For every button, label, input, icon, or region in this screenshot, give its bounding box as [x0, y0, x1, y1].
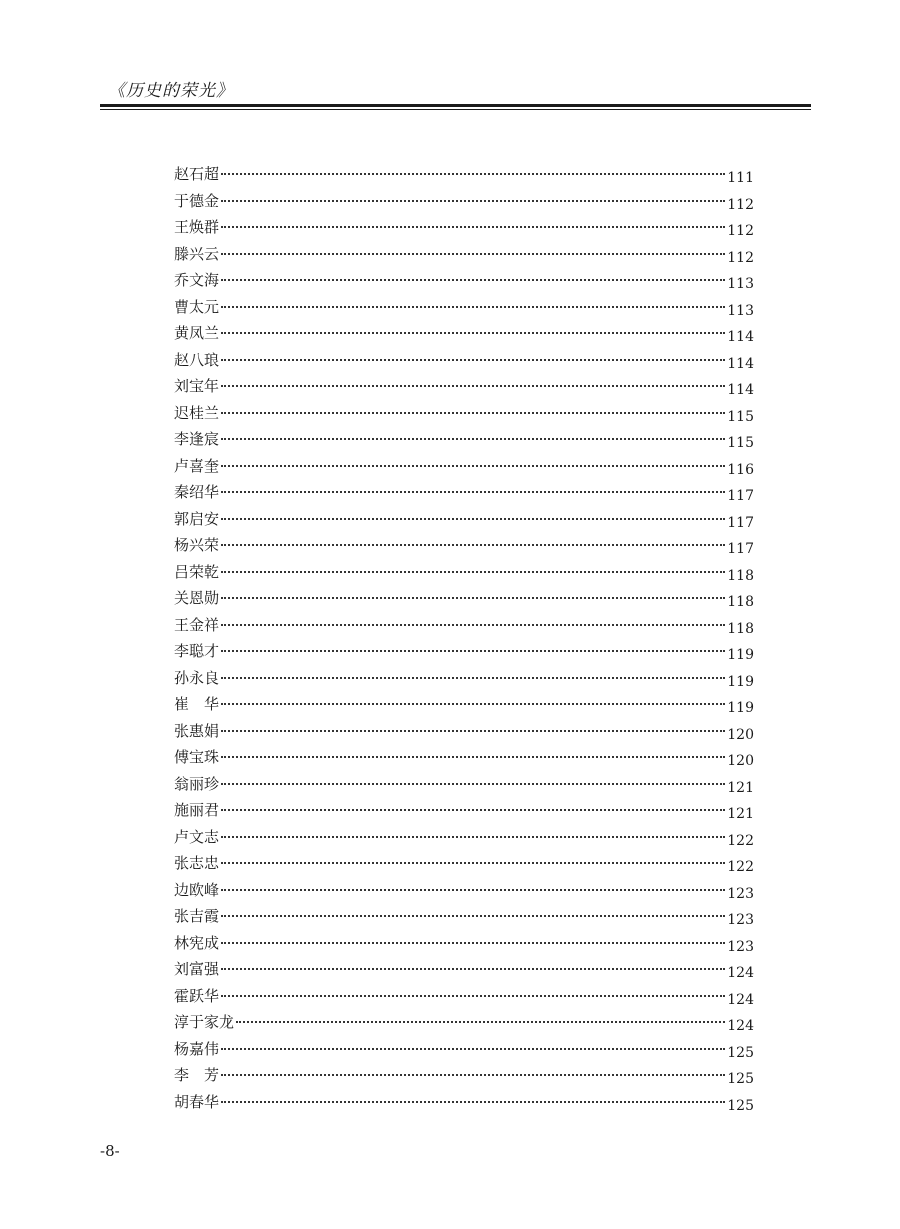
dot-leader — [221, 995, 725, 997]
entry-name: 卢喜奎 — [174, 456, 220, 475]
toc-entry — [174, 243, 754, 270]
dot-leader — [221, 915, 725, 917]
entry-page-number: 119 — [727, 700, 754, 716]
entry-page-number: 112 — [727, 196, 754, 213]
dot-leader — [221, 491, 725, 493]
dot-leader — [221, 968, 725, 970]
dot-leader — [221, 253, 725, 255]
toc-entry — [174, 879, 754, 906]
dot-leader — [221, 173, 725, 175]
toc-entry — [174, 587, 754, 614]
toc-entry — [174, 322, 754, 349]
toc-entry — [174, 985, 754, 1012]
page-number: -8- — [100, 1142, 120, 1160]
entry-page-number: 115 — [727, 408, 754, 425]
entry-page-number: 121 — [727, 779, 754, 796]
dot-leader — [221, 1101, 725, 1103]
entry-name: 张吉霞 — [174, 907, 220, 925]
entry-page-number: 125 — [727, 1071, 754, 1087]
header-title: 《历史的荣光》 — [108, 81, 234, 101]
toc-entry — [174, 1091, 754, 1118]
entry-page-number: 112 — [727, 223, 754, 239]
dot-leader — [221, 730, 725, 732]
toc-entry — [174, 932, 754, 959]
toc-entry — [174, 640, 754, 667]
entry-page-number: 114 — [727, 382, 754, 398]
entry-name: 淳于家龙 — [174, 1013, 235, 1031]
entry-name: 胡春华 — [174, 1092, 220, 1111]
entry-page-number: 120 — [727, 726, 754, 743]
dot-leader — [221, 703, 725, 705]
entry-page-number: 117 — [727, 488, 754, 504]
entry-name: 关恩勋 — [174, 589, 220, 607]
entry-page-number: 120 — [727, 753, 754, 769]
dot-leader — [221, 200, 725, 202]
entry-name: 王焕群 — [174, 218, 220, 236]
table-of-contents — [174, 163, 754, 1117]
entry-name: 李逢宸 — [174, 430, 220, 448]
entry-page-number: 122 — [727, 832, 754, 849]
entry-page-number: 124 — [727, 1018, 754, 1034]
toc-entry — [174, 667, 754, 694]
entry-page-number: 119 — [727, 673, 754, 690]
toc-entry — [174, 905, 754, 932]
dot-leader — [221, 226, 725, 228]
toc-entry — [174, 1011, 754, 1038]
entry-page-number: 111 — [727, 170, 754, 186]
toc-entry — [174, 216, 754, 243]
dot-leader — [221, 465, 725, 467]
entry-page-number: 121 — [727, 806, 754, 822]
entry-page-number: 117 — [727, 514, 754, 531]
entry-name: 卢文志 — [174, 827, 220, 846]
toc-entry — [174, 1064, 754, 1091]
toc-entry — [174, 773, 754, 800]
toc-entry — [174, 296, 754, 323]
header-rule-thick — [100, 104, 811, 107]
entry-name: 霍跃华 — [174, 986, 220, 1005]
dot-leader — [221, 332, 725, 334]
entry-name: 乔文海 — [174, 271, 220, 289]
entry-name: 刘富强 — [174, 960, 220, 978]
entry-page-number: 116 — [727, 461, 754, 478]
dot-leader — [221, 385, 725, 387]
entry-page-number: 124 — [727, 965, 754, 981]
dot-leader — [221, 783, 725, 785]
toc-entry — [174, 163, 754, 190]
entry-page-number: 123 — [727, 912, 754, 928]
entry-name: 崔 华 — [174, 695, 220, 713]
toc-entry — [174, 190, 754, 217]
toc-entry — [174, 799, 754, 826]
entry-page-number: 114 — [727, 329, 754, 345]
dot-leader — [221, 809, 725, 811]
entry-page-number: 119 — [727, 647, 754, 663]
entry-name: 李聪才 — [174, 642, 220, 660]
toc-entry — [174, 428, 754, 455]
dot-leader — [221, 889, 725, 891]
entry-name: 王金祥 — [174, 615, 220, 634]
dot-leader — [221, 862, 725, 864]
toc-entry — [174, 508, 754, 535]
entry-name: 李 芳 — [174, 1066, 220, 1084]
dot-leader — [221, 624, 725, 626]
toc-entry — [174, 693, 754, 720]
entry-name: 赵八琅 — [174, 350, 220, 369]
header-rule-thin — [100, 109, 811, 110]
entry-name: 秦绍华 — [174, 483, 220, 501]
dot-leader — [221, 544, 725, 546]
toc-entry — [174, 402, 754, 429]
toc-entry — [174, 455, 754, 482]
entry-page-number: 124 — [727, 991, 754, 1008]
entry-name: 边欧峰 — [174, 880, 220, 899]
toc-entry — [174, 614, 754, 641]
toc-entry — [174, 375, 754, 402]
entry-page-number: 118 — [727, 620, 754, 637]
dot-leader — [221, 597, 725, 599]
entry-page-number: 113 — [727, 276, 754, 292]
toc-entry — [174, 269, 754, 296]
toc-entry — [174, 720, 754, 747]
entry-page-number: 123 — [727, 938, 754, 955]
toc-entry — [174, 481, 754, 508]
dot-leader — [221, 306, 725, 308]
entry-page-number: 125 — [727, 1097, 754, 1114]
dot-leader — [221, 836, 725, 838]
dot-leader — [221, 518, 725, 520]
dot-leader — [221, 756, 725, 758]
entry-name: 翁丽珍 — [174, 774, 220, 793]
entry-page-number: 125 — [727, 1044, 754, 1061]
entry-page-number: 115 — [727, 435, 754, 451]
dot-leader — [221, 359, 725, 361]
entry-page-number: 118 — [727, 567, 754, 584]
entry-page-number: 118 — [727, 594, 754, 610]
entry-name: 于德金 — [174, 191, 220, 210]
entry-page-number: 122 — [727, 859, 754, 875]
dot-leader — [221, 412, 725, 414]
entry-name: 曹太元 — [174, 297, 220, 316]
entry-name: 郭启安 — [174, 509, 220, 528]
entry-name: 张志忠 — [174, 854, 220, 872]
dot-leader — [221, 438, 725, 440]
entry-name: 赵石超 — [174, 165, 220, 183]
dot-leader — [221, 650, 725, 652]
entry-name: 杨兴荣 — [174, 536, 220, 554]
toc-entry — [174, 1038, 754, 1065]
toc-entry — [174, 349, 754, 376]
entry-page-number: 114 — [727, 355, 754, 372]
entry-page-number: 112 — [727, 249, 754, 266]
dot-leader — [236, 1021, 725, 1023]
dot-leader — [221, 1048, 725, 1050]
dot-leader — [221, 1074, 725, 1076]
entry-name: 吕荣乾 — [174, 562, 220, 581]
entry-page-number: 117 — [727, 541, 754, 557]
entry-page-number: 113 — [727, 302, 754, 319]
dot-leader — [221, 942, 725, 944]
entry-name: 黄凤兰 — [174, 324, 220, 342]
toc-entry — [174, 852, 754, 879]
entry-name: 杨嘉伟 — [174, 1039, 220, 1058]
entry-name: 迟桂兰 — [174, 403, 220, 422]
entry-name: 林宪成 — [174, 933, 220, 952]
dot-leader — [221, 279, 725, 281]
toc-entry — [174, 958, 754, 985]
entry-name: 滕兴云 — [174, 244, 220, 263]
entry-name: 施丽君 — [174, 801, 220, 819]
toc-entry — [174, 534, 754, 561]
toc-entry — [174, 746, 754, 773]
toc-entry — [174, 561, 754, 588]
dot-leader — [221, 571, 725, 573]
toc-entry — [174, 826, 754, 853]
entry-name: 刘宝年 — [174, 377, 220, 395]
entry-name: 张惠娟 — [174, 721, 220, 740]
entry-name: 孙永良 — [174, 668, 220, 687]
dot-leader — [221, 677, 725, 679]
entry-name: 傅宝珠 — [174, 748, 220, 766]
entry-page-number: 123 — [727, 885, 754, 902]
